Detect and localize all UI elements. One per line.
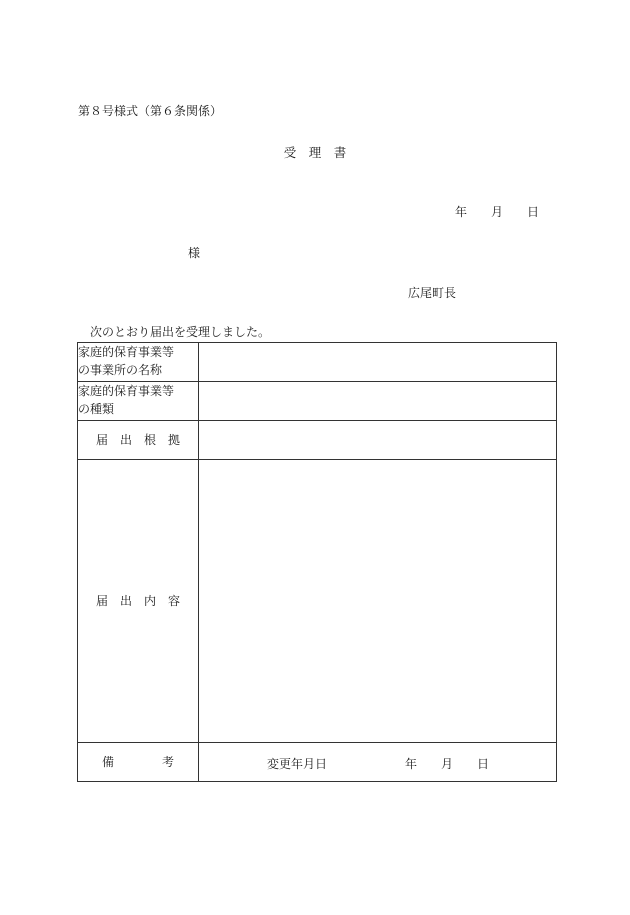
facility-name-label bbox=[78, 343, 199, 382]
label-line: 家庭的保育事業等 bbox=[78, 384, 175, 398]
facility-name-value[interactable] bbox=[199, 343, 557, 382]
table-row bbox=[78, 382, 557, 421]
remarks-value[interactable] bbox=[199, 743, 557, 782]
receipt-table bbox=[77, 342, 557, 782]
notification-basis-label: 届 出 根 拠 bbox=[78, 421, 199, 460]
business-type-value[interactable] bbox=[199, 382, 557, 421]
form-number: 第８号様式（第６条関係） bbox=[78, 104, 223, 118]
change-date-label: 変更年月日 bbox=[267, 757, 328, 771]
notification-content-label: 届 出 内 容 bbox=[78, 460, 199, 743]
issuer-name: 広尾町長 bbox=[408, 286, 457, 300]
label-line: 家庭的保育事業等 bbox=[78, 345, 175, 359]
table-row bbox=[78, 743, 557, 782]
intro-text: 次のとおり届出を受理しました。 bbox=[90, 325, 271, 339]
business-type-label bbox=[78, 382, 199, 421]
table-row bbox=[78, 421, 557, 460]
table-row bbox=[78, 460, 557, 743]
label-line: の種類 bbox=[78, 402, 115, 416]
document-title: 受 理 書 bbox=[283, 145, 347, 160]
notification-basis-value[interactable] bbox=[199, 421, 557, 460]
table-row bbox=[78, 343, 557, 382]
change-date-parts: 年 月 日 bbox=[405, 757, 490, 771]
notification-content-value[interactable] bbox=[199, 460, 557, 743]
label-line: の事業所の名称 bbox=[78, 363, 163, 377]
remarks-label: 備 考 bbox=[78, 743, 199, 782]
addressee-suffix: 様 bbox=[188, 246, 201, 260]
issue-date: 年 月 日 bbox=[455, 205, 540, 219]
